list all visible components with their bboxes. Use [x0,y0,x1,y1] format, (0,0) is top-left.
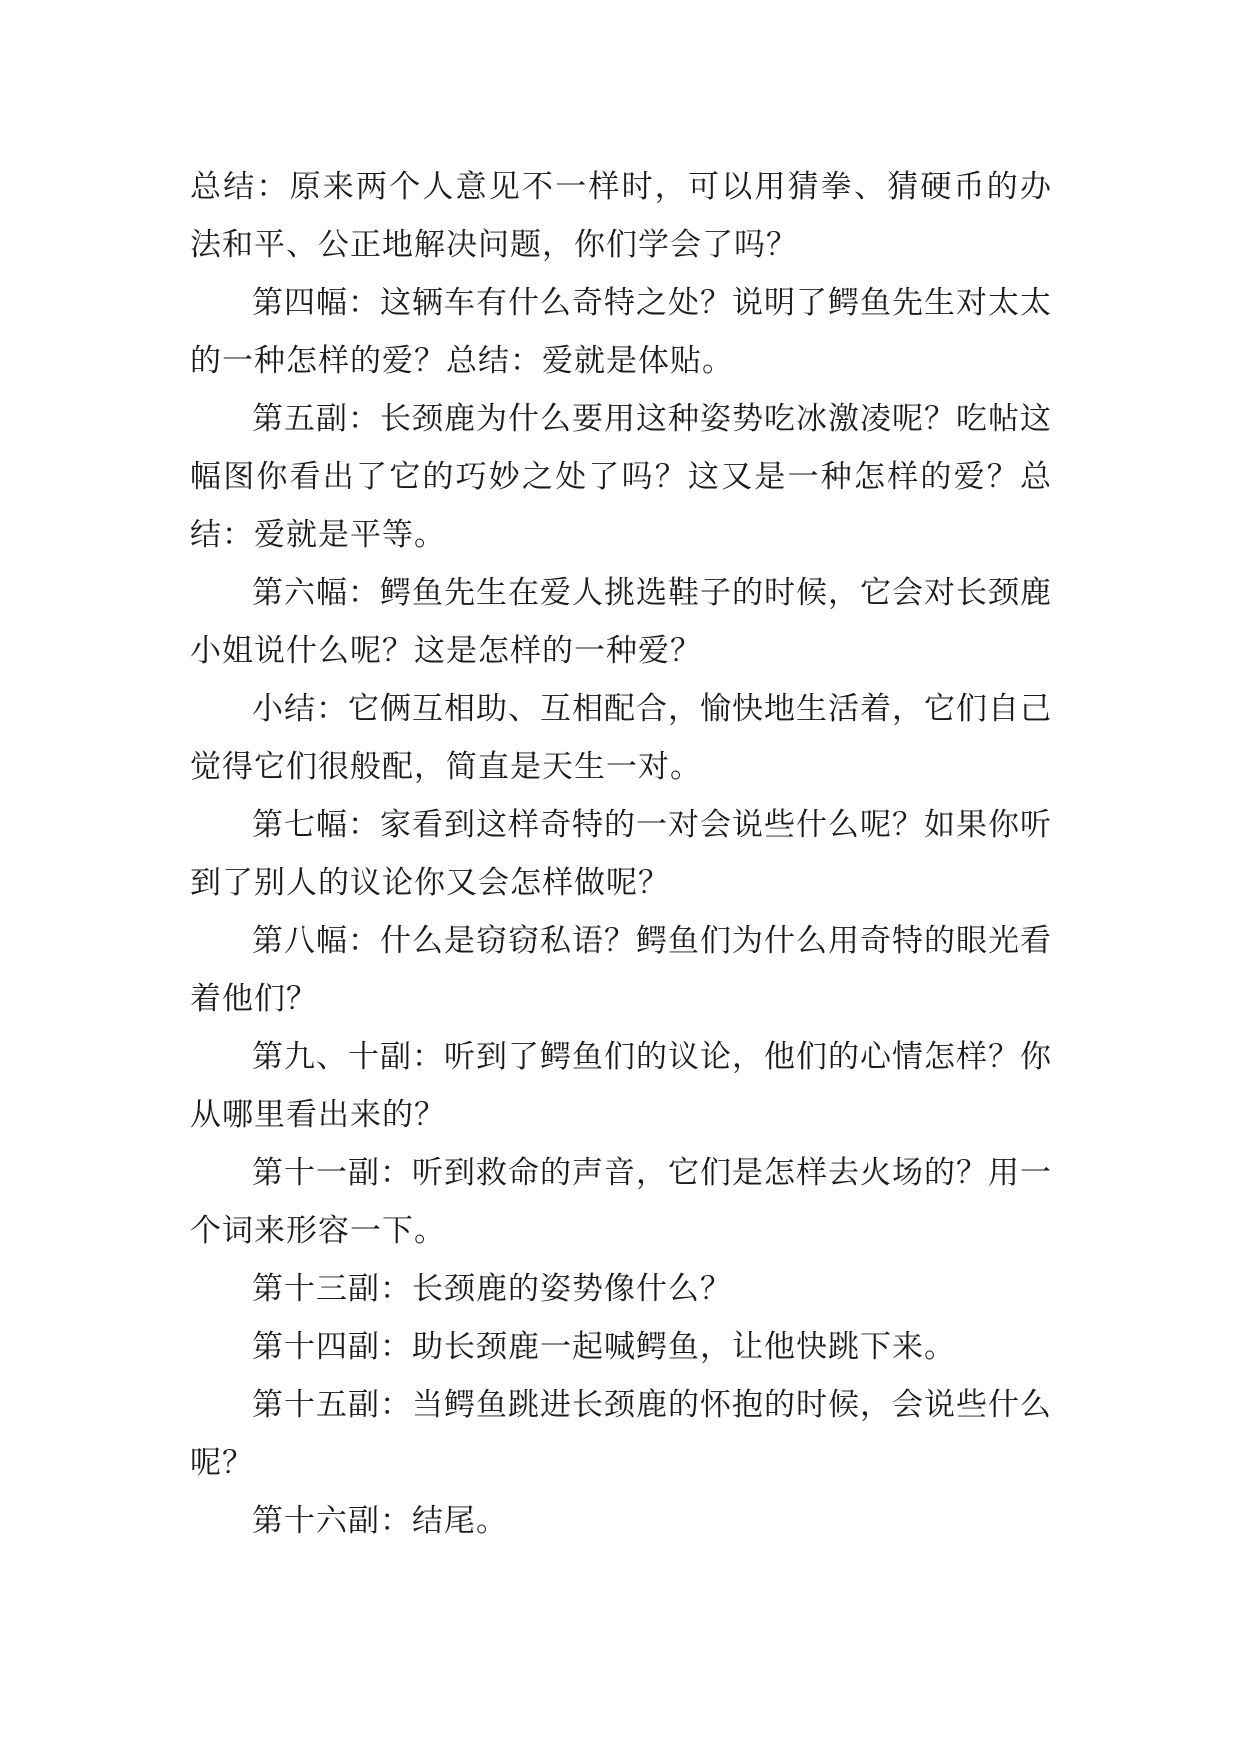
paragraph-picture-16: 第十六副：结尾。 [252,1503,508,1539]
paragraph-picture-5: 第五副：长颈鹿为什么要用这种姿势吃冰激凌呢？吃帖这幅图你看出了它的巧妙之处了吗？这又是一种怎样的爱？总结：爱就是平等。 [190,401,1052,553]
paragraph-picture-4: 第四幅：这辆车有什么奇特之处？说明了鳄鱼先生对太太的一种怎样的爱？总结：爱就是体贴。 [190,285,1052,379]
paragraph-picture-14: 第十四副：助长颈鹿一起喊鳄鱼，让他快跳下来。 [252,1329,956,1365]
paragraph-picture-8: 第八幅：什么是窃窃私语？鳄鱼们为什么用奇特的眼光看着他们？ [190,923,1052,1017]
paragraph-picture-11: 第十一副：听到救命的声音，它们是怎样去火场的？用一个词来形容一下。 [190,1155,1052,1249]
paragraph-picture-13: 第十三副：长颈鹿的姿势像什么？ [252,1271,732,1307]
paragraph-picture-7: 第七幅：家看到这样奇特的一对会说些什么呢？如果你听到了别人的议论你又会怎样做呢？ [190,807,1052,901]
paragraph-summary-1: 总结：原来两个人意见不一样时，可以用猜拳、猜硬币的办法和平、公正地解决问题，你们学会了吗？ [190,169,1052,263]
paragraph-picture-9-10: 第九、十副：听到了鳄鱼们的议论，他们的心情怎样？你从哪里看出来的？ [190,1039,1052,1133]
paragraph-picture-6: 第六幅：鳄鱼先生在爱人挑选鞋子的时候，它会对长颈鹿小姐说什么呢？这是怎样的一种爱？ [190,575,1052,669]
paragraph-summary-2: 小结：它俩互相助、互相配合，愉快地生活着，它们自己觉得它们很般配，简直是天生一对。 [190,691,1052,785]
paragraph-picture-15: 第十五副：当鳄鱼跳进长颈鹿的怀抱的时候，会说些什么呢？ [190,1387,1052,1481]
document-body [190,158,1052,1550]
